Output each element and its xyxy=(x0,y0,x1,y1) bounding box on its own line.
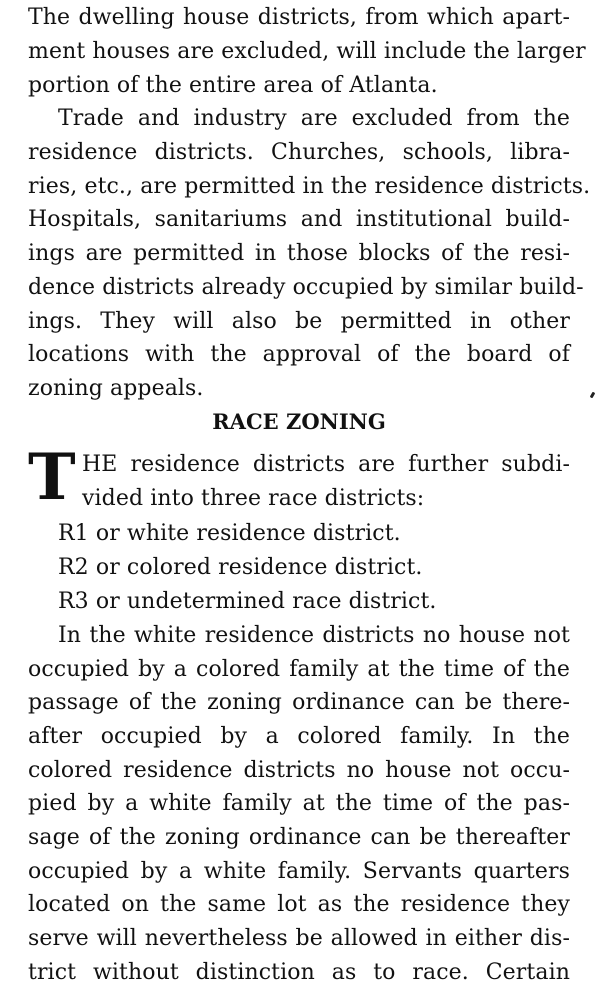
district-item: R1 or white residence district. xyxy=(58,521,401,546)
text-line: located on the same lot as the residence they xyxy=(28,892,570,917)
margin-speck xyxy=(590,392,596,399)
text-line: The dwelling house districts, from which apart- xyxy=(28,5,570,30)
text-line: zoning appeals. xyxy=(28,376,204,401)
text-line: ings. They will also be permitted in other xyxy=(28,309,570,334)
text-line: after occupied by a colored family. In the xyxy=(28,724,570,749)
text-line: vided into three race districts: xyxy=(82,486,425,511)
text-line: Trade and industry are excluded from the xyxy=(58,106,570,131)
text-line: HE residence districts are further subdi- xyxy=(82,452,570,477)
section-heading: RACE ZONING xyxy=(212,409,386,434)
district-item: R2 or colored residence district. xyxy=(58,555,423,580)
text-line: pied by a white family at the time of the pas- xyxy=(28,791,570,816)
drop-cap: T xyxy=(28,440,76,515)
text-line: ment houses are excluded, will include the larger xyxy=(28,39,586,64)
text-line: portion of the entire area of Atlanta. xyxy=(28,73,438,98)
text-line: passage of the zoning ordinance can be there- xyxy=(28,690,570,715)
text-line: colored residence districts no house not occu- xyxy=(28,758,570,783)
text-line: ings are permitted in those blocks of the resi- xyxy=(28,241,570,266)
text-line: sage of the zoning ordinance can be thereafter xyxy=(28,825,570,850)
text-line: locations with the approval of the board of xyxy=(28,342,570,367)
text-line: ries, etc., are permitted in the residence districts. xyxy=(28,174,591,199)
text-line: Hospitals, sanitariums and institutional build- xyxy=(28,207,570,232)
text-line: residence districts. Churches, schools, libra- xyxy=(28,140,570,165)
text-line: trict without distinction as to race. Certain xyxy=(28,960,570,985)
district-item: R3 or undetermined race district. xyxy=(58,589,437,614)
text-line: In the white residence districts no house not xyxy=(58,623,570,648)
text-line: occupied by a white family. Servants quarters xyxy=(28,859,570,884)
text-line: occupied by a colored family at the time of the xyxy=(28,657,570,682)
text-line: serve will nevertheless be allowed in either dis- xyxy=(28,926,570,951)
text-line: dence districts already occupied by similar build- xyxy=(28,275,584,300)
